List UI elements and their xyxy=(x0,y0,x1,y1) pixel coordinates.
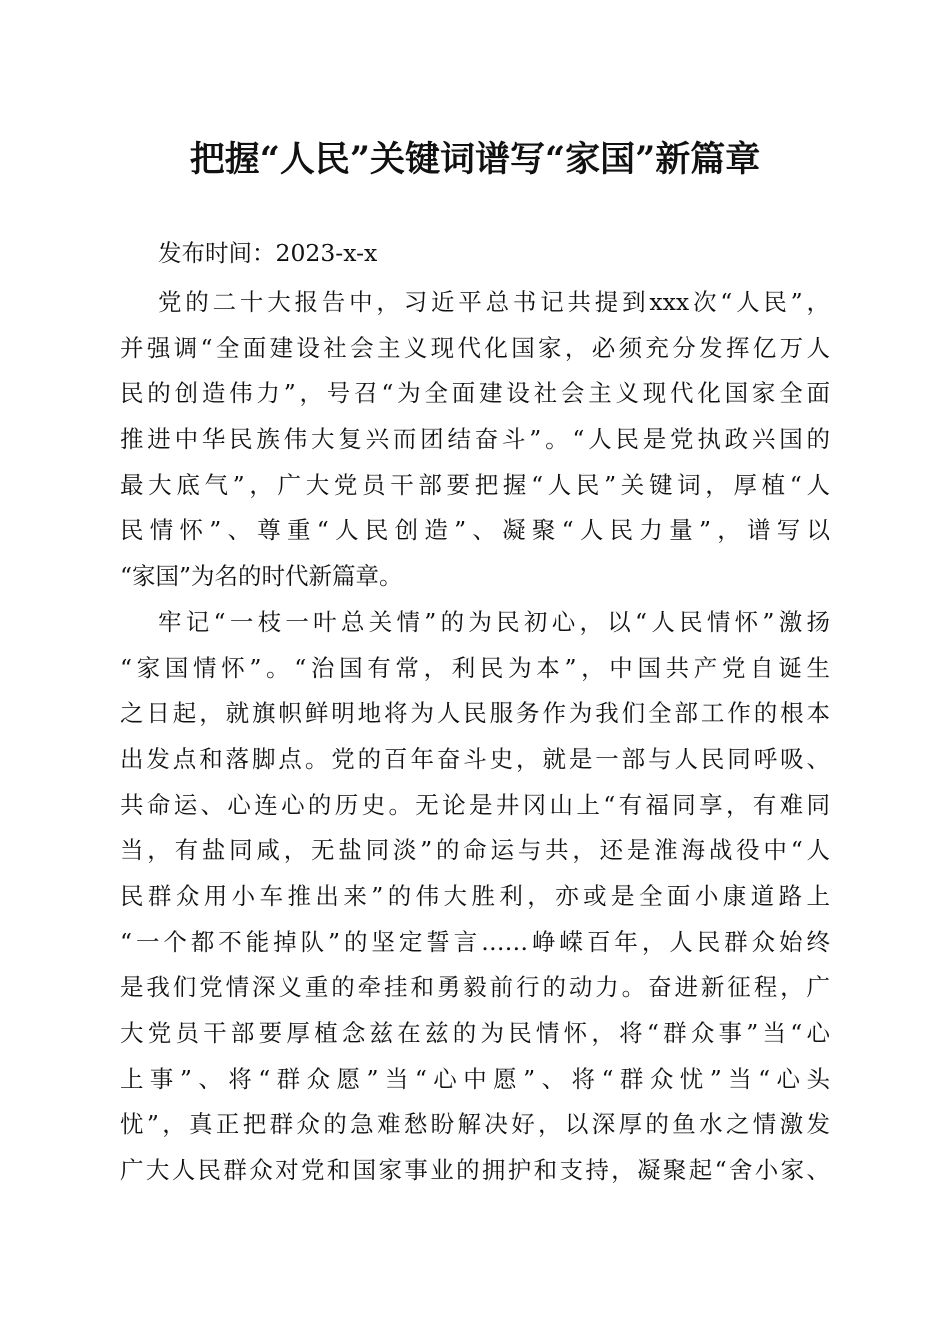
paragraph-1 xyxy=(120,280,830,600)
text-line: “家国情怀”。“治国有常，利民为本”，中国共产党自诞生 xyxy=(120,653,830,682)
text-line: 并强调“全面建设社会主义现代化国家，必须充分发挥亿万人 xyxy=(120,333,830,362)
text-line: 大党员干部要厚植念兹在兹的为民情怀，将“群众事”当“心 xyxy=(120,1019,830,1047)
text-line: “家国”为名的时代新篇章。 xyxy=(120,562,403,591)
paragraph-2 xyxy=(120,600,830,1194)
text-line: 上事”、将“群众愿”当“心中愿”、将“群众忧”当“心头 xyxy=(120,1064,830,1093)
text-line: 推进中华民族伟大复兴而团结奋斗”。“人民是党执政兴国的 xyxy=(120,425,830,454)
text-line: 忧”，真正把群众的急难愁盼解决好，以深厚的鱼水之情激发 xyxy=(120,1110,830,1139)
text-line: 广大人民群众对党和国家事业的拥护和支持，凝聚起“舍小家、 xyxy=(120,1156,830,1185)
text-line: 当，有盐同咸，无盐同淡”的命运与共，还是淮海战役中“人 xyxy=(120,836,830,865)
text-line: 是我们党情深义重的牵挂和勇毅前行的动力。奋进新征程，广 xyxy=(120,973,830,1002)
text-line: 牢记“一枝一叶总关情”的为民初心，以“人民情怀”激扬 xyxy=(158,607,830,636)
text-line: 民情怀”、尊重“人民创造”、凝聚“人民力量”，谱写以 xyxy=(120,516,830,545)
text-line: “一个都不能掉队”的坚定誓言……峥嵘百年，人民群众始终 xyxy=(120,927,830,956)
text-line: 民的创造伟力”，号召“为全面建设社会主义现代化国家全面 xyxy=(120,379,830,408)
text-line: 出发点和落脚点。党的百年奋斗史，就是一部与人民同呼吸、 xyxy=(120,744,830,773)
document-title: 把握“人民”关键词谱写“家国”新篇章 xyxy=(189,139,761,180)
publish-time: 发布时间：2023-x-x xyxy=(158,239,378,267)
text-line: 最大底气”，广大党员干部要把握“人民”关键词，厚植“人 xyxy=(120,470,830,499)
text-line: 之日起，就旗帜鲜明地将为人民服务作为我们全部工作的根本 xyxy=(120,699,830,728)
text-line: 民群众用小车推出来”的伟大胜利，亦或是全面小康道路上 xyxy=(120,881,830,910)
document-body xyxy=(120,280,830,1194)
text-line: 党的二十大报告中，习近平总书记共提到xxx次“人民”， xyxy=(158,288,830,316)
text-line: 共命运、心连心的历史。无论是井冈山上“有福同享，有难同 xyxy=(120,790,830,819)
